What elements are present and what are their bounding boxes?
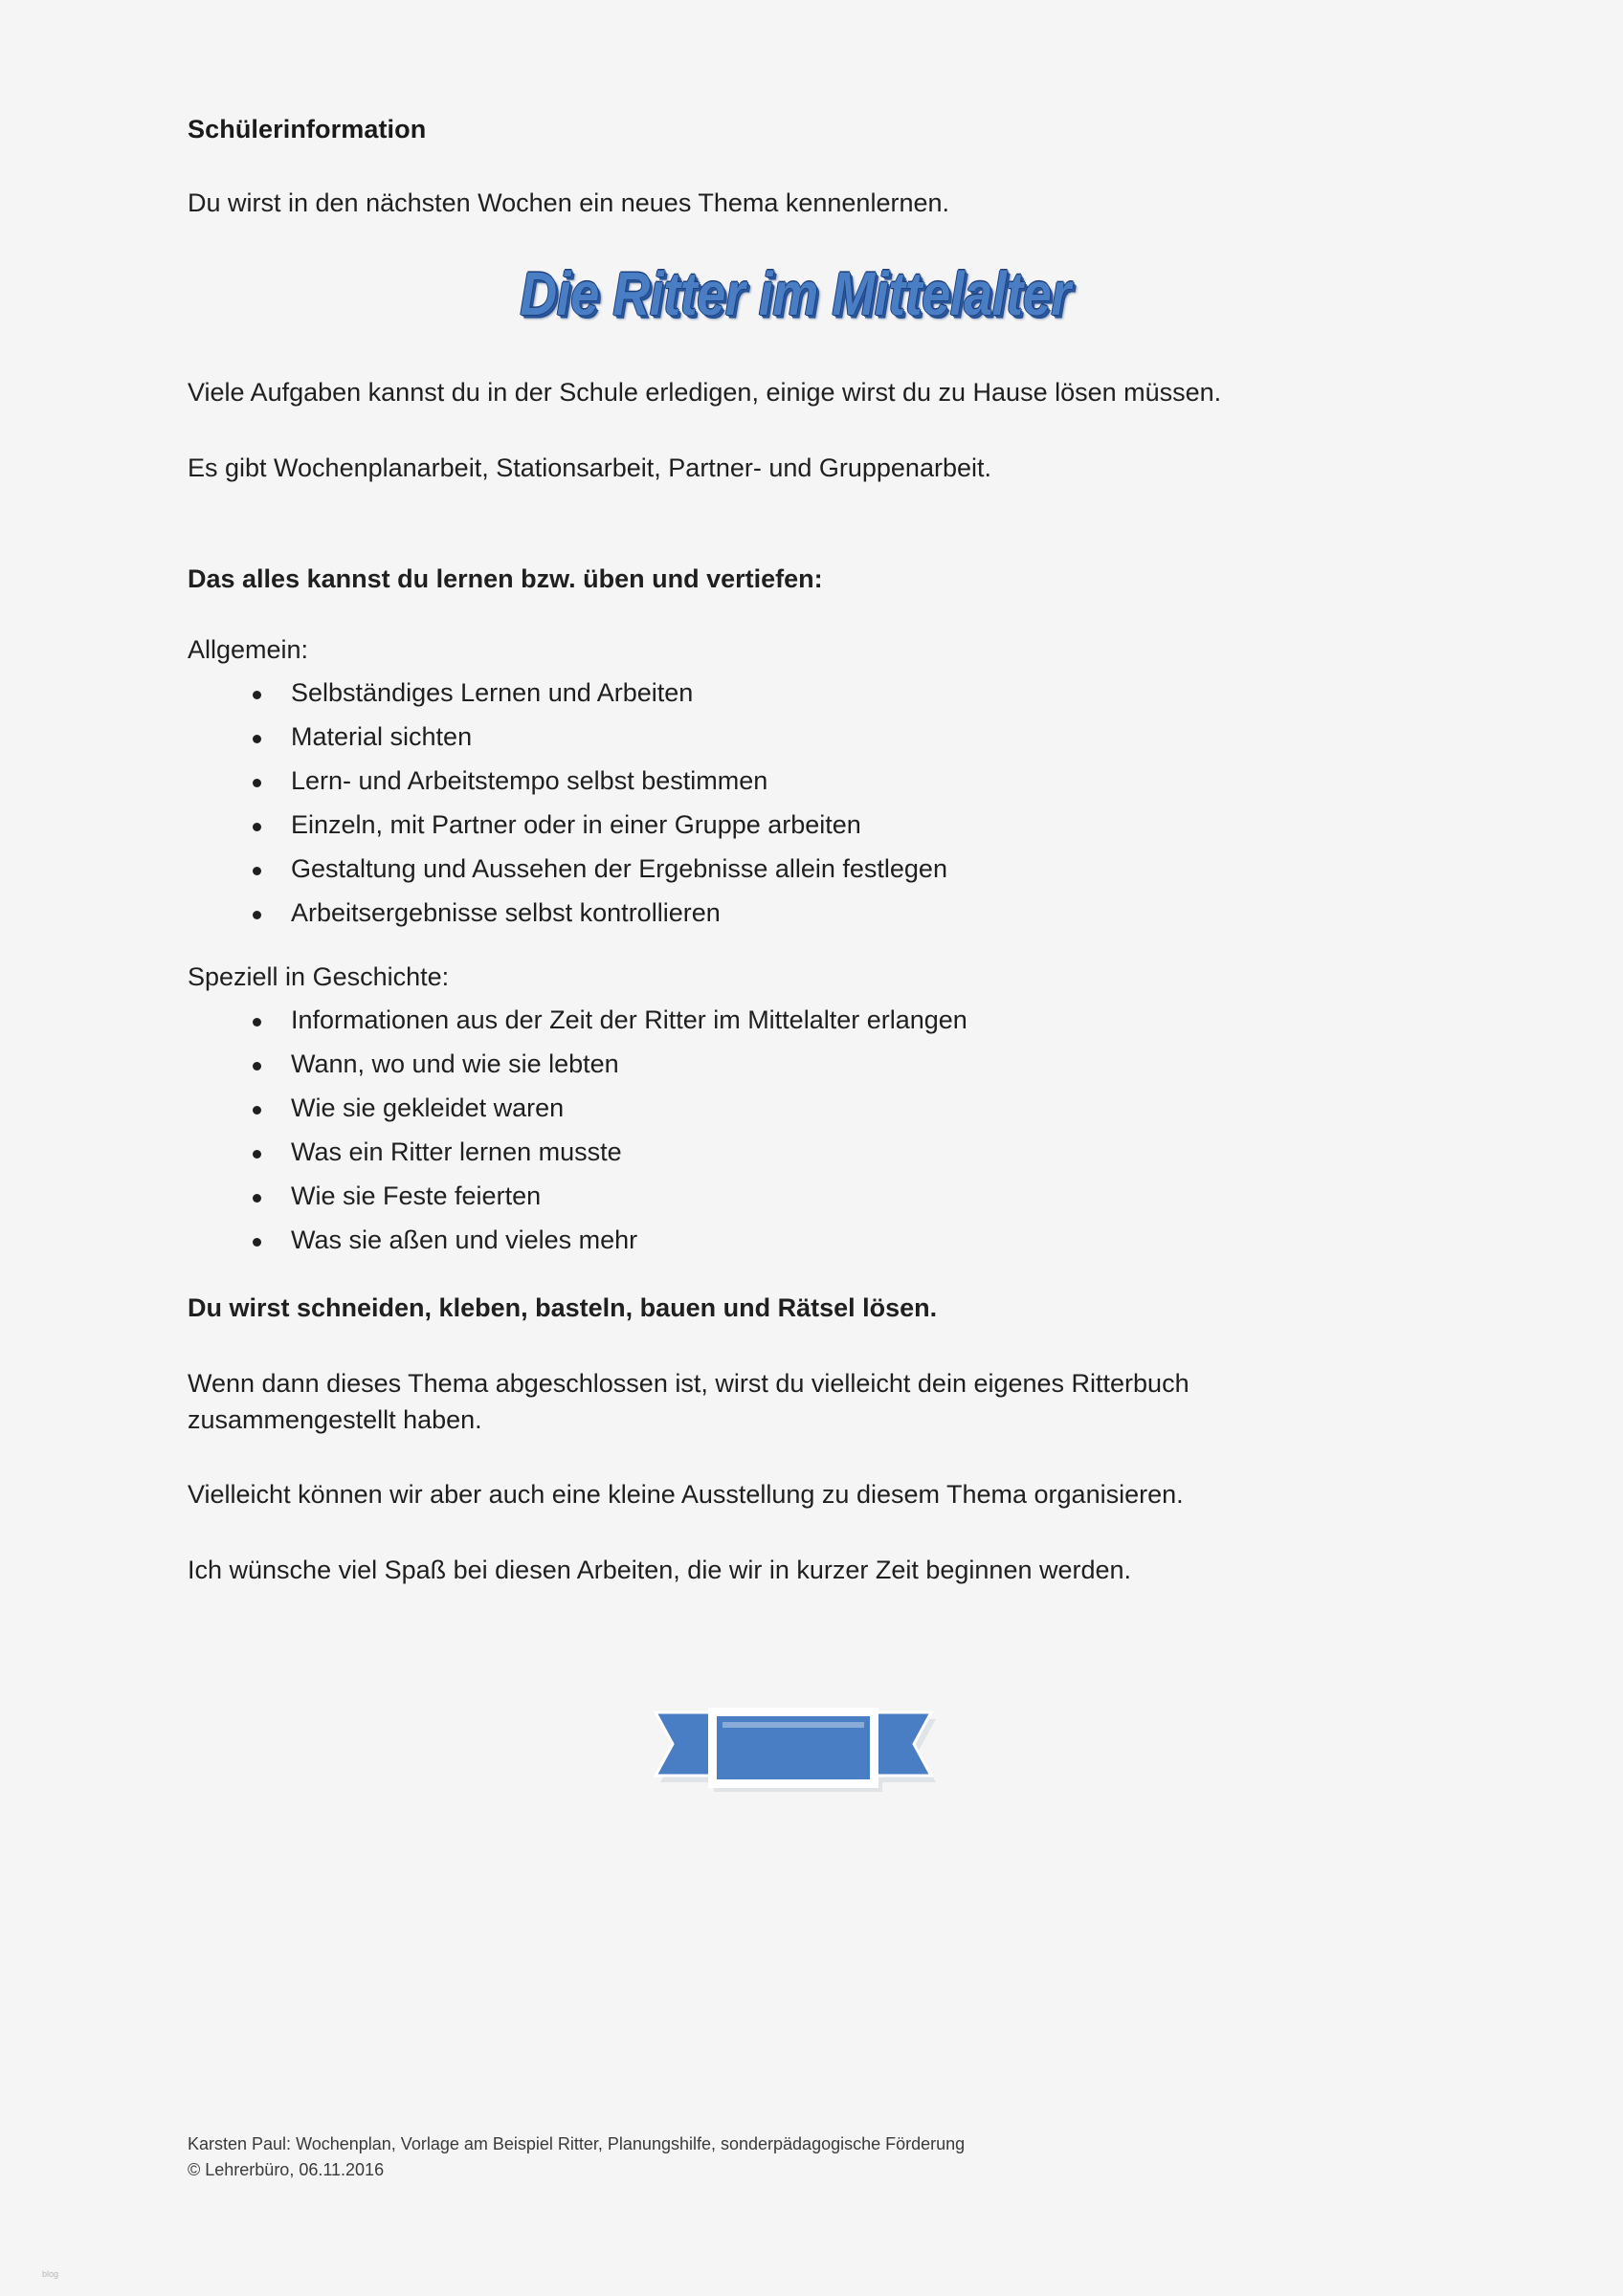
list-item: Wie sie gekleidet waren	[188, 1095, 1403, 1121]
history-list	[188, 1007, 1403, 1253]
crafting-line: Du wirst schneiden, kleben, basteln, bauen und Rätsel lösen.	[188, 1293, 938, 1323]
list-item: Selbständiges Lernen und Arbeiten	[188, 680, 1403, 706]
paragraph-tasks: Viele Aufgaben kannst du in der Schule erledigen, einige wirst du zu Hause lösen müssen.	[188, 378, 1222, 408]
wordart-title-container	[188, 259, 1403, 342]
spacer	[188, 524, 1403, 561]
list-item: Material sichten	[188, 724, 1403, 750]
ribbon-banner-icon	[652, 1703, 939, 1808]
document-body	[188, 115, 1403, 1813]
history-section-label: Speziell in Geschichte:	[188, 962, 450, 992]
footer-source: Karsten Paul: Wochenplan, Vorlage am Beispiel Ritter, Planungshilfe, sonderpädagogische Förderung	[188, 2134, 966, 2153]
list-item: Was sie aßen und vieles mehr	[188, 1227, 1403, 1253]
page-title: Schülerinformation	[188, 115, 427, 144]
list-item: Informationen aus der Zeit der Ritter im Mittelalter erlangen	[188, 1007, 1403, 1033]
watermark-text: blog	[42, 2269, 59, 2279]
list-item: Wann, wo und wie sie lebten	[188, 1051, 1403, 1077]
list-item: Gestaltung und Aussehen der Ergebnisse allein festlegen	[188, 856, 1403, 882]
general-list	[188, 680, 1403, 926]
emblem-container	[188, 1703, 1403, 1813]
paragraph-closing: Ich wünsche viel Spaß bei diesen Arbeiten, die wir in kurzer Zeit beginnen werden.	[188, 1555, 1132, 1584]
list-item: Wie sie Feste feierten	[188, 1183, 1403, 1209]
paragraph-ritterbuch: Wenn dann dieses Thema abgeschlossen ist, wirst du vielleicht dein eigenes Ritterbuch zusammengestellt haben.	[188, 1368, 1189, 1434]
list-item: Einzeln, mit Partner oder in einer Gruppe arbeiten	[188, 812, 1403, 838]
paragraph-workforms: Es gibt Wochenplanarbeit, Stationsarbeit, Partner- und Gruppenarbeit.	[188, 453, 991, 482]
intro-paragraph: Du wirst in den nächsten Wochen ein neues Thema kennenlernen.	[188, 188, 949, 217]
list-item: Was ein Ritter lernen musste	[188, 1139, 1403, 1165]
wordart-title: Die Ritter im Mittelalter	[520, 260, 1071, 329]
list-item: Arbeitsergebnisse selbst kontrollieren	[188, 900, 1403, 926]
list-item: Lern- und Arbeitstempo selbst bestimmen	[188, 768, 1403, 794]
learning-heading: Das alles kannst du lernen bzw. üben und vertiefen:	[188, 563, 823, 593]
general-section-label: Allgemein:	[188, 635, 309, 665]
footer-copyright: © Lehrerbüro, 06.11.2016	[188, 2160, 385, 2179]
footer	[188, 2131, 1403, 2183]
paragraph-exhibition: Vielleicht können wir aber auch eine kleine Ausstellung zu diesem Thema organisieren.	[188, 1480, 1184, 1510]
